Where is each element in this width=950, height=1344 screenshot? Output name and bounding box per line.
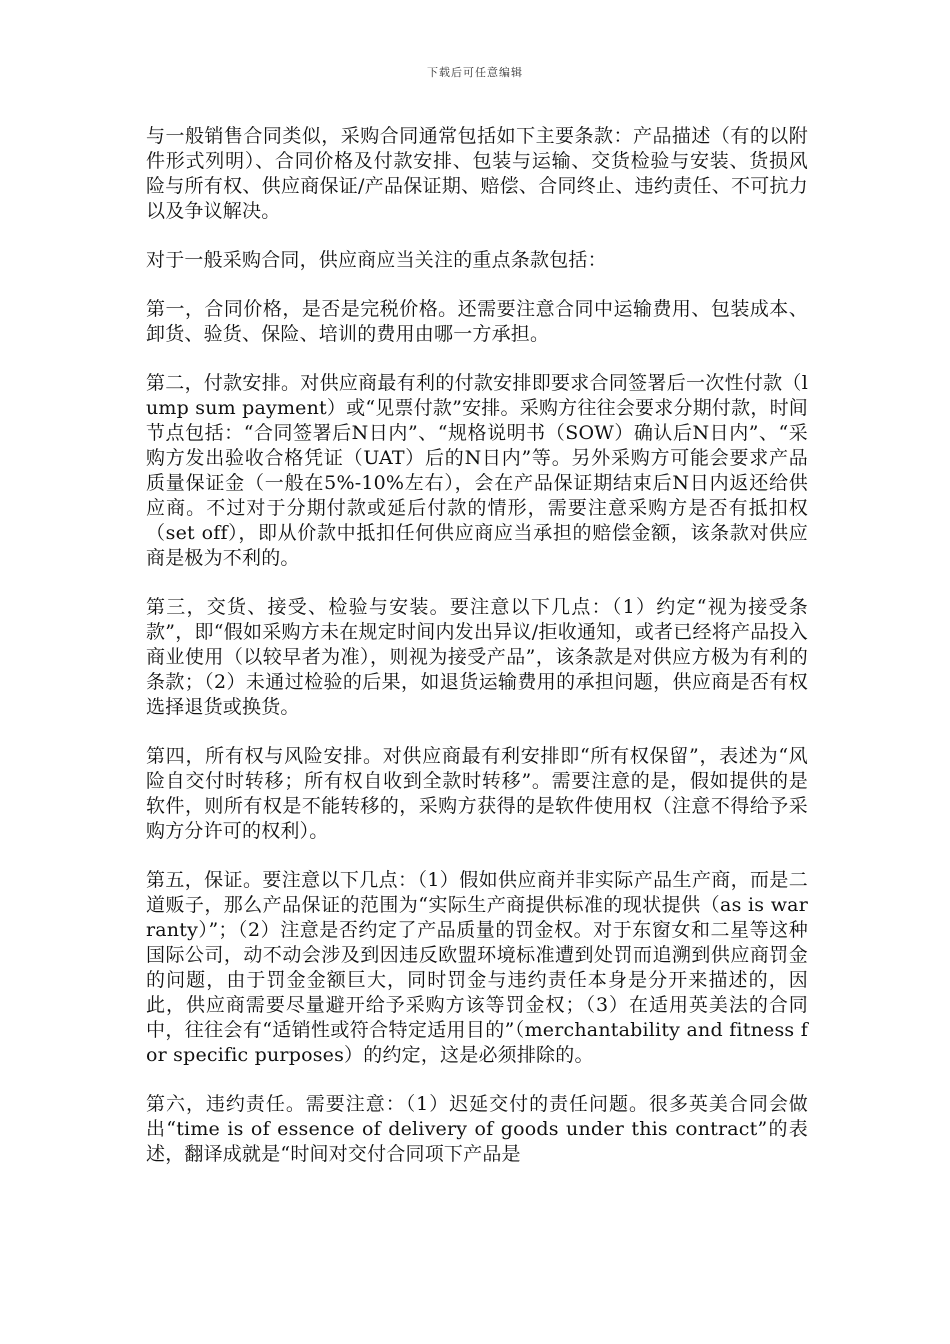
paragraph-ownership: 第四，所有权与风险安排。对供应商最有利安排即“所有权保留”，表述为“风险自交付时转移；所有权自收到全款时转移”。需要注意的是，假如提供的是软件，则所有权是不能转移的，采购方获得的是软件使用权（注意不得给予采购方分许可的权利）。	[146, 745, 808, 842]
paragraph-warranty: 第五，保证。要注意以下几点：（1）假如供应商并非实际产品生产商，而是二道贩子，那么产品保证的范围为“实际生产商提供标准的现状提供（as is warranty）”；（2）注意是否约定了产品质量的罚金权。对于东窗女和二星等这种国际公司，动不动会涉及到因违反欧盟环境标准遭到处罚而追溯到供应商罚金的问题，由于罚金金额巨大，同时罚金与违约责任本身是分开来描述的，因此，供应商需要尽量避开给予采购方该等罚金权；（3）在适用英美法的合同中，往往会有“适销性或符合特定适用目的”（merchantability and fitness for specific purposes）的约定，这是必须排除的。	[146, 869, 808, 1066]
paragraph-liability: 第六，违约责任。需要注意：（1）迟延交付的责任问题。很多英美合同会做出“time is of essence of delivery of goods under this contract”的表述，翻译成就是“时间对交付合同项下产品是	[146, 1093, 808, 1165]
page-header-note: 下载后可任意编辑	[427, 66, 523, 79]
paragraph-price: 第一，合同价格，是否是完税价格。还需要注意合同中运输费用、包装成本、卸货、验货、保险、培训的费用由哪一方承担。	[146, 298, 808, 345]
document-body	[146, 124, 808, 1191]
paragraph-intro: 与一般销售合同类似，采购合同通常包括如下主要条款：产品描述（有的以附件形式列明）、合同价格及付款安排、包装与运输、交货检验与安装、货损风险与所有权、供应商保证/产品保证期、赔偿、合同终止、违约责任、不可抗力以及争议解决。	[146, 125, 808, 222]
paragraph-delivery: 第三，交货、接受、检验与安装。要注意以下几点：（1）约定“视为接受条款”，即“假如采购方未在规定时间内发出异议/拒收通知，或者已经将产品投入商业使用（以较早者为准），则视为接受产品”，该条款是对供应方极为有利的条款；（2）未通过检验的后果，如退货运输费用的承担问题，供应商是否有权选择退货或换货。	[146, 596, 808, 718]
paragraph-key-clauses: 对于一般采购合同，供应商应当关注的重点条款包括：	[146, 249, 607, 271]
paragraph-payment: 第二，付款安排。对供应商最有利的付款安排即要求合同签署后一次性付款（lump sum payment）或“见票付款”安排。采购方往往会要求分期付款，时间节点包括：“合同签署后N日内”、“规格说明书（SOW）确认后N日内”、“采购方发出验收合格凭证（UAT）后的N日内”等。另外采购方可能会要求产品质量保证金（一般在5%-10%左右），会在产品保证期结束后N日内返还给供应商。不过对于分期付款或延后付款的情形，需要注意采购方是否有抵扣权（set off），即从价款中抵扣任何供应商应当承担的赔偿金额，该条款对供应商是极为不利的。	[146, 372, 808, 569]
